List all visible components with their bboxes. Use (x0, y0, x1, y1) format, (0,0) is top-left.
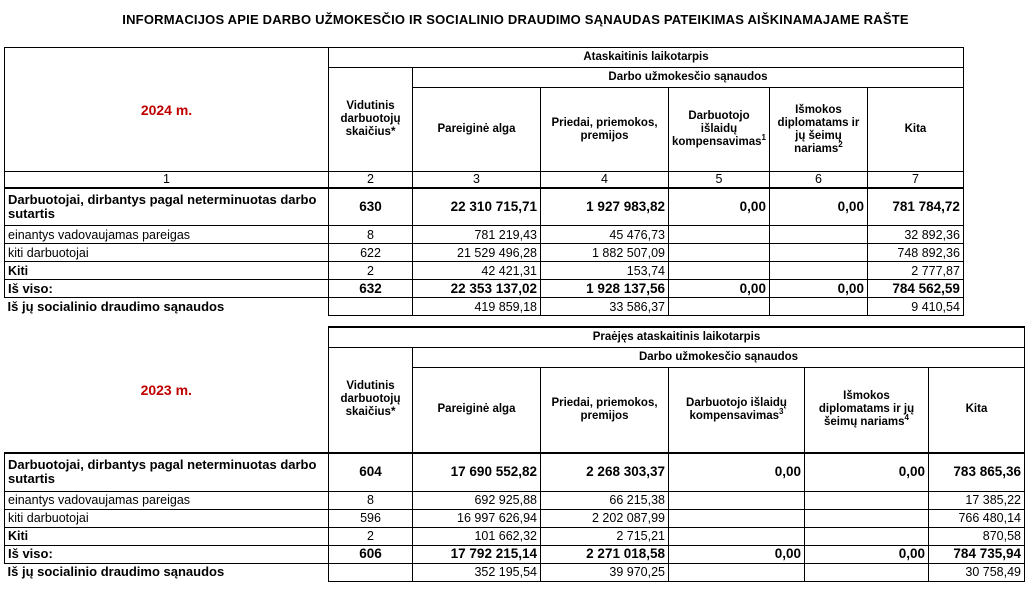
cell-salary: 419 859,18 (413, 298, 541, 316)
cell-diplomats: 0,00 (805, 545, 929, 563)
cell-diplomats: 0,00 (805, 453, 929, 491)
cell-diplomats: 0,00 (769, 280, 867, 298)
table-row (5, 188, 964, 226)
cell-compensation (669, 226, 770, 244)
header-bonus: Priedai, priemokos, premijos (541, 367, 669, 453)
cell-diplomats (769, 244, 867, 262)
header-avg-employees: Vidutinis darbuotojų skaičius* (329, 347, 413, 453)
cell-salary: 352 195,54 (413, 563, 541, 581)
cell-bonus: 66 215,38 (541, 491, 669, 509)
cell-diplomats (805, 491, 929, 509)
cell-other: 32 892,36 (867, 226, 963, 244)
column-number: 2 (329, 172, 413, 188)
column-number: 7 (867, 172, 963, 188)
header-avg-employees: Vidutinis darbuotojų skaičius* (329, 68, 413, 172)
table-row (5, 226, 964, 244)
cell-compensation: 0,00 (669, 188, 770, 226)
cell-diplomats (805, 527, 929, 545)
cell-other: 9 410,54 (867, 298, 963, 316)
header-compensation: Darbuotojo išlaidų kompensavimas$^3$ (669, 367, 805, 453)
table-row (5, 453, 1025, 491)
cell-bonus: 1 927 983,82 (541, 188, 669, 226)
column-number: 5 (669, 172, 770, 188)
cell-bonus: 39 970,25 (541, 563, 669, 581)
cell-salary: 22 353 137,02 (413, 280, 541, 298)
row-label: kiti darbuotojai (5, 509, 329, 527)
cell-avg (329, 298, 413, 316)
cell-avg: 8 (329, 226, 413, 244)
cell-other: 17 385,22 (929, 491, 1025, 509)
header-salary: Pareiginė alga (413, 367, 541, 453)
cell-other: 748 892,36 (867, 244, 963, 262)
table-row-total (5, 545, 1025, 563)
cell-avg: 630 (329, 188, 413, 226)
cell-salary: 42 421,31 (413, 262, 541, 280)
cell-bonus: 153,74 (541, 262, 669, 280)
cell-salary: 101 662,32 (413, 527, 541, 545)
column-number: 3 (413, 172, 541, 188)
cell-compensation: 0,00 (669, 545, 805, 563)
table-row-total (5, 280, 964, 298)
table-row (5, 298, 964, 316)
cell-compensation (669, 563, 805, 581)
year-label: 2023 m. (5, 327, 329, 453)
row-label: einantys vadovaujamas pareigas (5, 491, 329, 509)
cell-diplomats (769, 298, 867, 316)
row-label: Kiti (5, 527, 329, 545)
cell-salary: 21 529 496,28 (413, 244, 541, 262)
header-bonus: Priedai, priemokos, premijos (541, 88, 669, 172)
cell-bonus: 1 928 137,56 (541, 280, 669, 298)
cell-salary: 17 792 215,14 (413, 545, 541, 563)
cell-avg: 622 (329, 244, 413, 262)
cell-salary: 17 690 552,82 (413, 453, 541, 491)
cell-other: 783 865,36 (929, 453, 1025, 491)
cell-compensation (669, 509, 805, 527)
cell-bonus: 1 882 507,09 (541, 244, 669, 262)
cell-other: 2 777,87 (867, 262, 963, 280)
cell-compensation (669, 298, 770, 316)
cell-avg: 606 (329, 545, 413, 563)
header-compensation: Darbuotojo išlaidų kompensavimas$^1$ (669, 88, 770, 172)
table-row (5, 527, 1025, 545)
header-salary: Pareiginė alga (413, 88, 541, 172)
cell-compensation (669, 262, 770, 280)
row-label: einantys vadovaujamas pareigas (5, 226, 329, 244)
cell-avg: 596 (329, 509, 413, 527)
row-label: Darbuotojai, dirbantys pagal neterminuotas darbo sutartis (5, 453, 329, 491)
table-row (5, 491, 1025, 509)
column-number: 6 (769, 172, 867, 188)
row-label: kiti darbuotojai (5, 244, 329, 262)
cell-bonus: 2 268 303,37 (541, 453, 669, 491)
cell-other: 766 480,14 (929, 509, 1025, 527)
cell-other: 784 562,59 (867, 280, 963, 298)
row-label: Iš viso: (5, 545, 329, 563)
cell-avg: 632 (329, 280, 413, 298)
cell-bonus: 2 715,21 (541, 527, 669, 545)
cell-compensation: 0,00 (669, 280, 770, 298)
period-header: Praėjęs ataskaitinis laikotarpis (329, 327, 1025, 347)
salary-costs-header: Darbo užmokesčio sąnaudos (413, 347, 1025, 367)
cell-bonus: 2 271 018,58 (541, 545, 669, 563)
cell-other: 870,58 (929, 527, 1025, 545)
cell-compensation (669, 244, 770, 262)
cell-avg (329, 563, 413, 581)
table-row (5, 509, 1025, 527)
cell-bonus: 33 586,37 (541, 298, 669, 316)
table-row (5, 262, 964, 280)
cell-avg: 604 (329, 453, 413, 491)
cell-avg: 2 (329, 262, 413, 280)
cell-bonus: 2 202 087,99 (541, 509, 669, 527)
period-header: Ataskaitinis laikotarpis (329, 48, 964, 68)
cell-diplomats: 0,00 (769, 188, 867, 226)
cell-compensation: 0,00 (669, 453, 805, 491)
header-other: Kita (929, 367, 1025, 453)
row-label: Kiti (5, 262, 329, 280)
cell-avg: 8 (329, 491, 413, 509)
row-label: Iš jų socialinio draudimo sąnaudos (7, 564, 225, 580)
header-other: Kita (867, 88, 963, 172)
cell-diplomats (805, 563, 929, 581)
cell-other: 30 758,49 (929, 563, 1025, 581)
cell-salary: 692 925,88 (413, 491, 541, 509)
document-title: INFORMACIJOS APIE DARBO UŽMOKESČIO IR SOCIALINIO DRAUDIMO SĄNAUDAS PATEIKIMAS AIŠKINAMAJAME RAŠTE (122, 12, 909, 27)
cell-diplomats (769, 226, 867, 244)
column-number: 1 (5, 172, 329, 188)
salary-costs-header: Darbo užmokesčio sąnaudos (413, 68, 964, 88)
cell-compensation (669, 491, 805, 509)
cell-compensation (669, 527, 805, 545)
year-label: 2024 m. (5, 48, 329, 172)
table-row (5, 563, 1025, 581)
salary-table-2024 (4, 47, 964, 316)
table-row (5, 244, 964, 262)
cell-other: 784 735,94 (929, 545, 1025, 563)
cell-salary: 22 310 715,71 (413, 188, 541, 226)
cell-salary: 16 997 626,94 (413, 509, 541, 527)
row-label: Iš jų socialinio draudimo sąnaudos (7, 298, 225, 314)
cell-salary: 781 219,43 (413, 226, 541, 244)
header-diplomats: Išmokos diplomatams ir jų šeimų nariams$^4$ (805, 367, 929, 453)
cell-bonus: 45 476,73 (541, 226, 669, 244)
cell-avg: 2 (329, 527, 413, 545)
column-number: 4 (541, 172, 669, 188)
row-label: Iš viso: (5, 280, 329, 298)
row-label: Darbuotojai, dirbantys pagal neterminuotas darbo sutartis (5, 188, 329, 226)
cell-diplomats (769, 262, 867, 280)
cell-other: 781 784,72 (867, 188, 963, 226)
cell-diplomats (805, 509, 929, 527)
salary-table-2023 (4, 326, 1025, 582)
header-diplomats: Išmokos diplomatams ir jų šeimų nariams$^2$ (769, 88, 867, 172)
